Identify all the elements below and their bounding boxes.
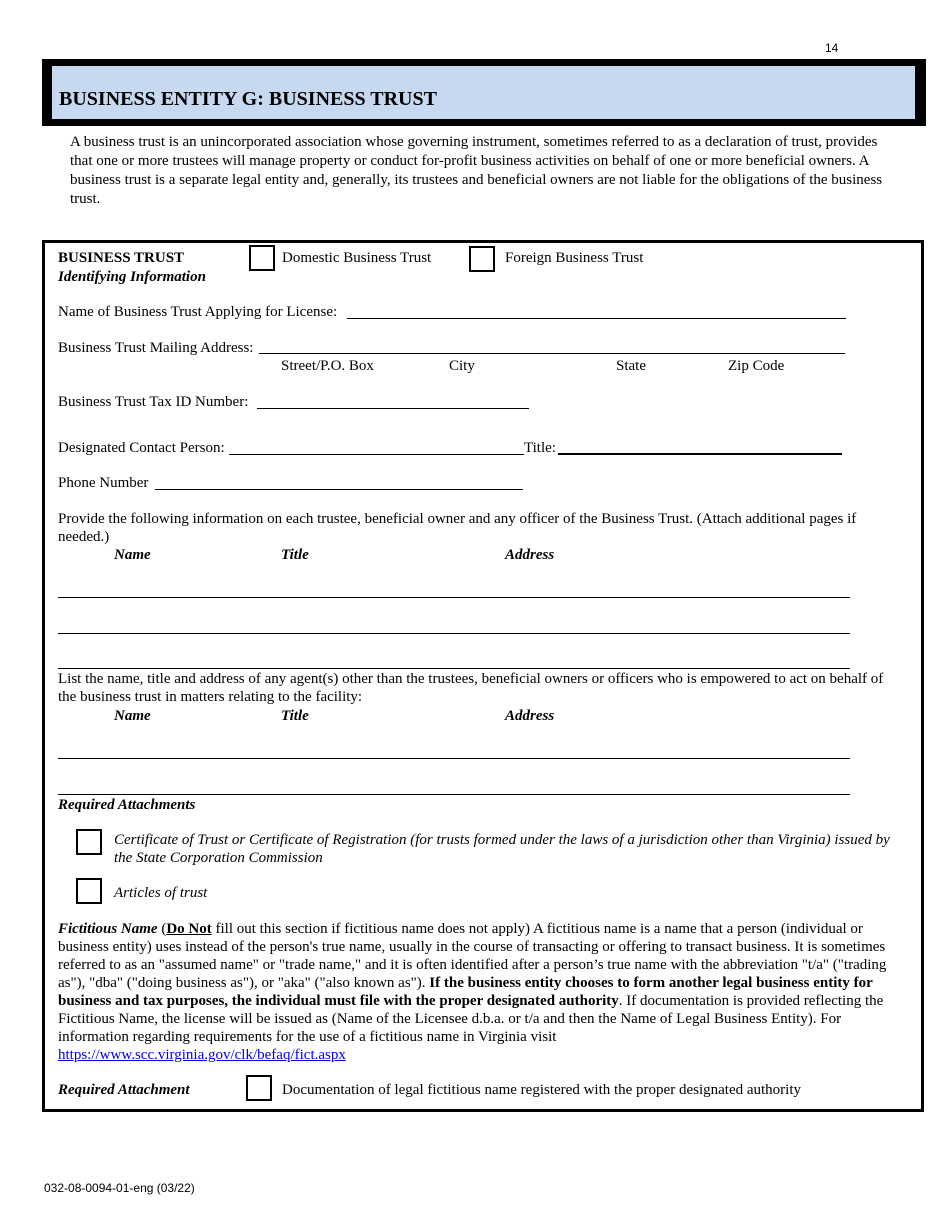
trustees-instructions: Provide the following information on each trustee, beneficial owner and any officer of the Business Trust. (Attach additional pages if needed.): [58, 511, 857, 545]
agents-col-title: Title: [281, 708, 309, 724]
intro-paragraph: A business trust is an unincorporated association whose governing instrument, sometimes referred to as a declaration of trust, provides that one or more trustees will manage property or conduct for-profit business activities on behalf of one or more beneficial owners. A business trust is a separate legal entity and, generally, its trustees and beneficial owners are not liable for the obligations of the business trust.: [70, 134, 883, 207]
trustees-col-name: Name: [114, 547, 151, 563]
mailing-address-label: Business Trust Mailing Address:: [58, 340, 254, 356]
fictitious-bold-note: If the business entity chooses to form another legal business entity for business and tax purposes, the individual must file with the proper designated authority: [58, 975, 873, 1009]
mailing-address-field[interactable]: [259, 353, 845, 354]
certificate-checkbox[interactable]: [76, 829, 102, 855]
certificate-label: Certificate of Trust or Certificate of Registration (for trusts formed under the laws of a jurisdiction other than Virginia) issued by the State Corporation Commission: [114, 832, 890, 866]
page-title: BUSINESS ENTITY G: BUSINESS TRUST: [59, 88, 437, 110]
agents-instructions: List the name, title and address of any agent(s) other than the trustees, beneficial owners or officers who is empowered to act on behalf of the business trust in matters relating to the facility:: [58, 671, 884, 705]
trustee-entry-line[interactable]: [58, 633, 850, 634]
trustees-col-address: Address: [505, 547, 555, 563]
page-number: 14: [825, 41, 839, 55]
domestic-trust-label: Domestic Business Trust: [282, 250, 432, 266]
attachments-heading: Required Attachments: [58, 797, 196, 813]
fictitious-documentation-label: Documentation of legal fictitious name registered with the proper designated authority: [282, 1082, 802, 1098]
section-heading: BUSINESS TRUST: [58, 250, 185, 266]
contact-title-label: Title:: [524, 440, 556, 456]
articles-checkbox[interactable]: [76, 878, 102, 904]
agents-col-address: Address: [505, 708, 555, 724]
agents-col-name: Name: [114, 708, 151, 724]
required-attachment-label: Required Attachment: [58, 1082, 190, 1098]
form-number: 032-08-0094-01-eng (03/22): [44, 1181, 195, 1195]
do-not-emphasis: Do Not: [166, 921, 212, 937]
contact-person-field[interactable]: [229, 454, 524, 455]
tax-id-label: Business Trust Tax ID Number:: [58, 394, 249, 410]
contact-title-field[interactable]: [558, 453, 842, 455]
zip-caption: Zip Code: [728, 358, 785, 374]
street-caption: Street/P.O. Box: [281, 358, 374, 374]
state-caption: State: [616, 358, 646, 374]
section-subheading: Identifying Information: [58, 269, 206, 285]
trustee-entry-line[interactable]: [58, 668, 850, 669]
trustee-entry-line[interactable]: [58, 597, 850, 598]
contact-person-label: Designated Contact Person:: [58, 440, 225, 456]
fictitious-name-paragraph: Fictitious Name (Do Not fill out this section if fictitious name does not apply) A fictitious name is a name that a person (individual or business entity) uses instead of the person's true name, usually in the course of transacting or offering to transact business. It is sometimes referred to as an "assumed name" or "trade name," and it is often identified after a person’s true name with the abbreviation "t/a" ("trading as"), "dba" ("doing business as"), or "aka" ("also known as"). If the business entity chooses to form another legal business entity for business and tax purposes, the individual must file with the proper designated authority. If documentation is provided reflecting the Fictitious Name, the license will be issued as (Name of the Licensee d.b.a. or t/a and then the Name of Legal Business Entity). For information regarding requirements for the use of a fictitious name in Virginia visit https://www.scc.virginia.gov/clk/befaq/fict.aspx: [58, 921, 887, 1063]
agent-entry-line[interactable]: [58, 794, 850, 795]
tax-id-field[interactable]: [257, 408, 529, 409]
trustees-col-title: Title: [281, 547, 309, 563]
foreign-trust-checkbox[interactable]: [469, 246, 495, 272]
scc-fictitious-name-link[interactable]: https://www.scc.virginia.gov/clk/befaq/fict.aspx: [58, 1047, 346, 1063]
fictitious-heading: Fictitious Name: [58, 921, 158, 937]
agent-entry-line[interactable]: [58, 758, 850, 759]
phone-label: Phone Number: [58, 475, 149, 491]
phone-field[interactable]: [155, 489, 523, 490]
city-caption: City: [449, 358, 475, 374]
fictitious-documentation-checkbox[interactable]: [246, 1075, 272, 1101]
domestic-trust-checkbox[interactable]: [249, 245, 275, 271]
trust-name-label: Name of Business Trust Applying for License:: [58, 304, 338, 320]
articles-label: Articles of trust: [114, 885, 208, 901]
trust-name-field[interactable]: [347, 318, 846, 319]
foreign-trust-label: Foreign Business Trust: [505, 250, 644, 266]
